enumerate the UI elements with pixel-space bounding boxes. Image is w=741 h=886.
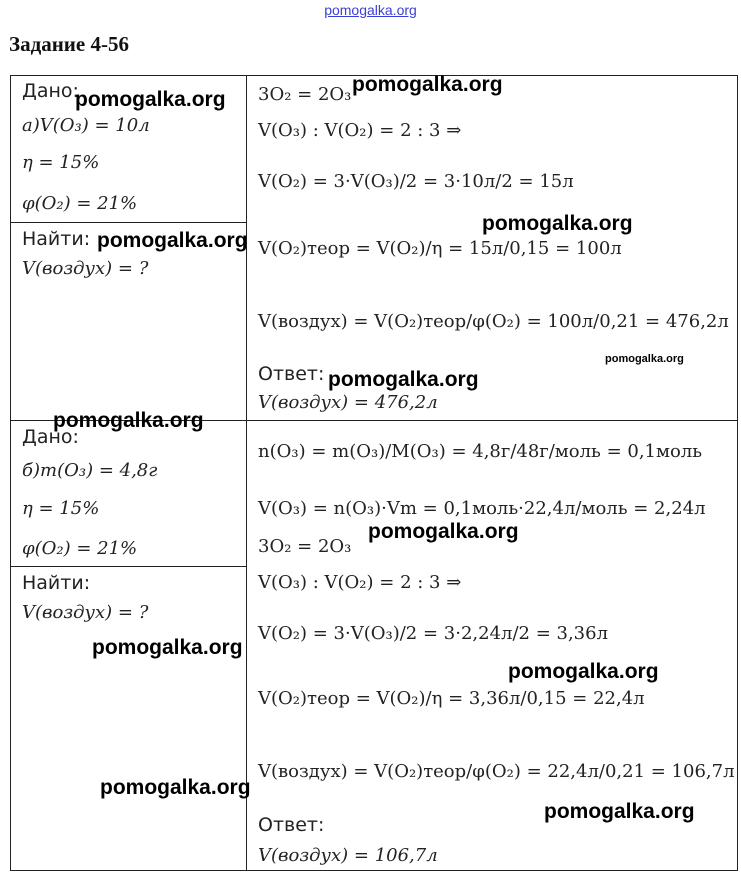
solution-b-air-volume: V(воздух) = V(O₂)теор/φ(O₂) = 22,4л/0,21 = 106,7л (258, 761, 735, 782)
watermark: pomogalka.org (508, 660, 659, 683)
watermark: pomogalka.org (352, 73, 503, 96)
watermark: pomogalka.org (75, 88, 226, 111)
answer-a: V(воздух) = 476,2л (258, 392, 438, 413)
watermark: pomogalka.org (100, 776, 251, 799)
divider-a-given-find (10, 222, 246, 223)
solution-a-reaction: 3O₂ = 2O₃ (258, 84, 352, 105)
solution-b-volume-o3: V(O₃) = n(O₃)·Vm = 0,1моль·22,4л/моль = 2,24л (258, 498, 706, 519)
solution-a-air-volume: V(воздух) = V(O₂)теор/φ(O₂) = 100л/0,21 = 476,2л (258, 311, 729, 332)
find-a: V(воздух) = ? (22, 258, 149, 279)
answer-b: V(воздух) = 106,7л (258, 845, 438, 866)
given-b-fraction: φ(O₂) = 21% (22, 538, 138, 559)
find-b: V(воздух) = ? (22, 602, 149, 623)
find-label-a: Найти: (22, 228, 91, 250)
watermark: pomogalka.org (92, 636, 243, 659)
task-title: Задание 4-56 (9, 32, 129, 56)
given-label-b: Дано: (22, 426, 79, 448)
given-a-yield: η = 15% (22, 152, 100, 173)
answer-label-b: Ответ: (258, 814, 325, 836)
watermark: pomogalka.org (368, 520, 519, 543)
watermark: pomogalka.org (605, 353, 684, 365)
solution-b-volume-o2: V(O₂) = 3·V(O₃)/2 = 3·2,24л/2 = 3,36л (258, 623, 609, 644)
site-link[interactable]: pomogalka.org (324, 2, 417, 18)
watermark: pomogalka.org (328, 368, 479, 391)
given-b-mass: б)m(O₃) = 4,8г (22, 460, 158, 481)
column-divider (246, 75, 247, 871)
solution-b-reaction: 3O₂ = 2O₃ (258, 536, 352, 557)
watermark: pomogalka.org (482, 212, 633, 235)
given-b-yield: η = 15% (22, 498, 100, 519)
divider-b-given-find (10, 566, 246, 567)
watermark: pomogalka.org (544, 800, 695, 823)
watermark: pomogalka.org (97, 229, 248, 252)
watermark: pomogalka.org (53, 409, 204, 432)
solution-b-moles: n(O₃) = m(O₃)/M(O₃) = 4,8г/48г/моль = 0,1моль (258, 441, 703, 462)
solution-b-ratio: V(O₃) : V(O₂) = 2 : 3 ⇒ (258, 572, 462, 593)
solution-a-ratio: V(O₃) : V(O₂) = 2 : 3 ⇒ (258, 120, 462, 141)
solution-b-theoretical: V(O₂)теор = V(O₂)/η = 3,36л/0,15 = 22,4л (258, 688, 645, 709)
answer-label-a: Ответ: (258, 363, 325, 385)
solution-a-volume-o2: V(O₂) = 3·V(O₃)/2 = 3·10л/2 = 15л (258, 171, 574, 192)
given-a-volume: а)V(O₃) = 10л (22, 115, 150, 136)
given-label-a: Дано: (22, 80, 79, 102)
find-label-b: Найти: (22, 572, 91, 594)
given-a-fraction: φ(O₂) = 21% (22, 193, 138, 214)
solution-a-theoretical: V(O₂)теор = V(O₂)/η = 15л/0,15 = 100л (258, 238, 622, 259)
